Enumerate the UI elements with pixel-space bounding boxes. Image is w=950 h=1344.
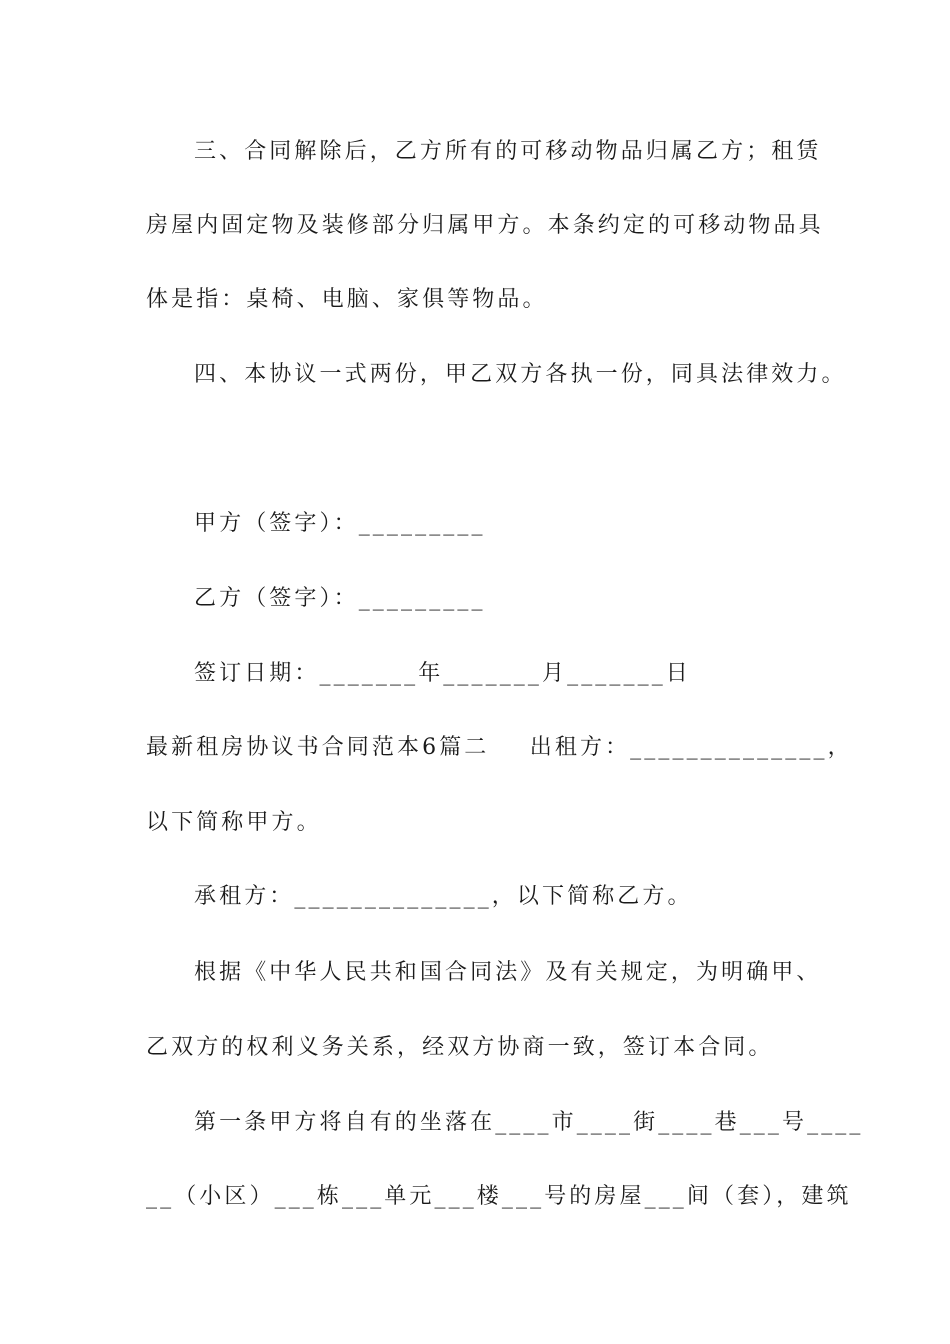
article-1-line-1: 第一条甲方将自有的坐落在____市____街____巷___号____	[194, 1110, 864, 1135]
party-b-signature: 乙方（签字）：_________	[194, 586, 486, 611]
preamble-line-1: 根据《中华人民共和国合同法》及有关规定，为明确甲、	[194, 960, 822, 985]
article-1-line-2: __（小区）___栋___单元___楼___号的房屋___间（套），建筑	[146, 1184, 852, 1209]
clause-3-line-1: 三、合同解除后，乙方所有的可移动物品归属乙方；租赁	[194, 139, 822, 164]
party-a-signature: 甲方（签字）：_________	[194, 511, 486, 536]
lessee-line: 承租方：______________，以下简称乙方。	[194, 884, 693, 909]
clause-4-line: 四、本协议一式两份，甲乙双方各执一份，同具法律效力。	[194, 362, 847, 387]
section-title-lessor: 最新租房协议书合同范本6篇二 出租方：______________，	[146, 735, 853, 760]
clause-3-line-3: 体是指：桌椅、电脑、家俱等物品。	[146, 287, 548, 312]
preamble-line-2: 乙双方的权利义务关系，经双方协商一致，签订本合同。	[146, 1035, 774, 1060]
lessor-note: 以下简称甲方。	[146, 810, 322, 835]
signing-date: 签订日期：_______年_______月_______日	[194, 661, 691, 686]
clause-3-line-2: 房屋内固定物及装修部分归属甲方。本条约定的可移动物品具	[146, 213, 824, 238]
